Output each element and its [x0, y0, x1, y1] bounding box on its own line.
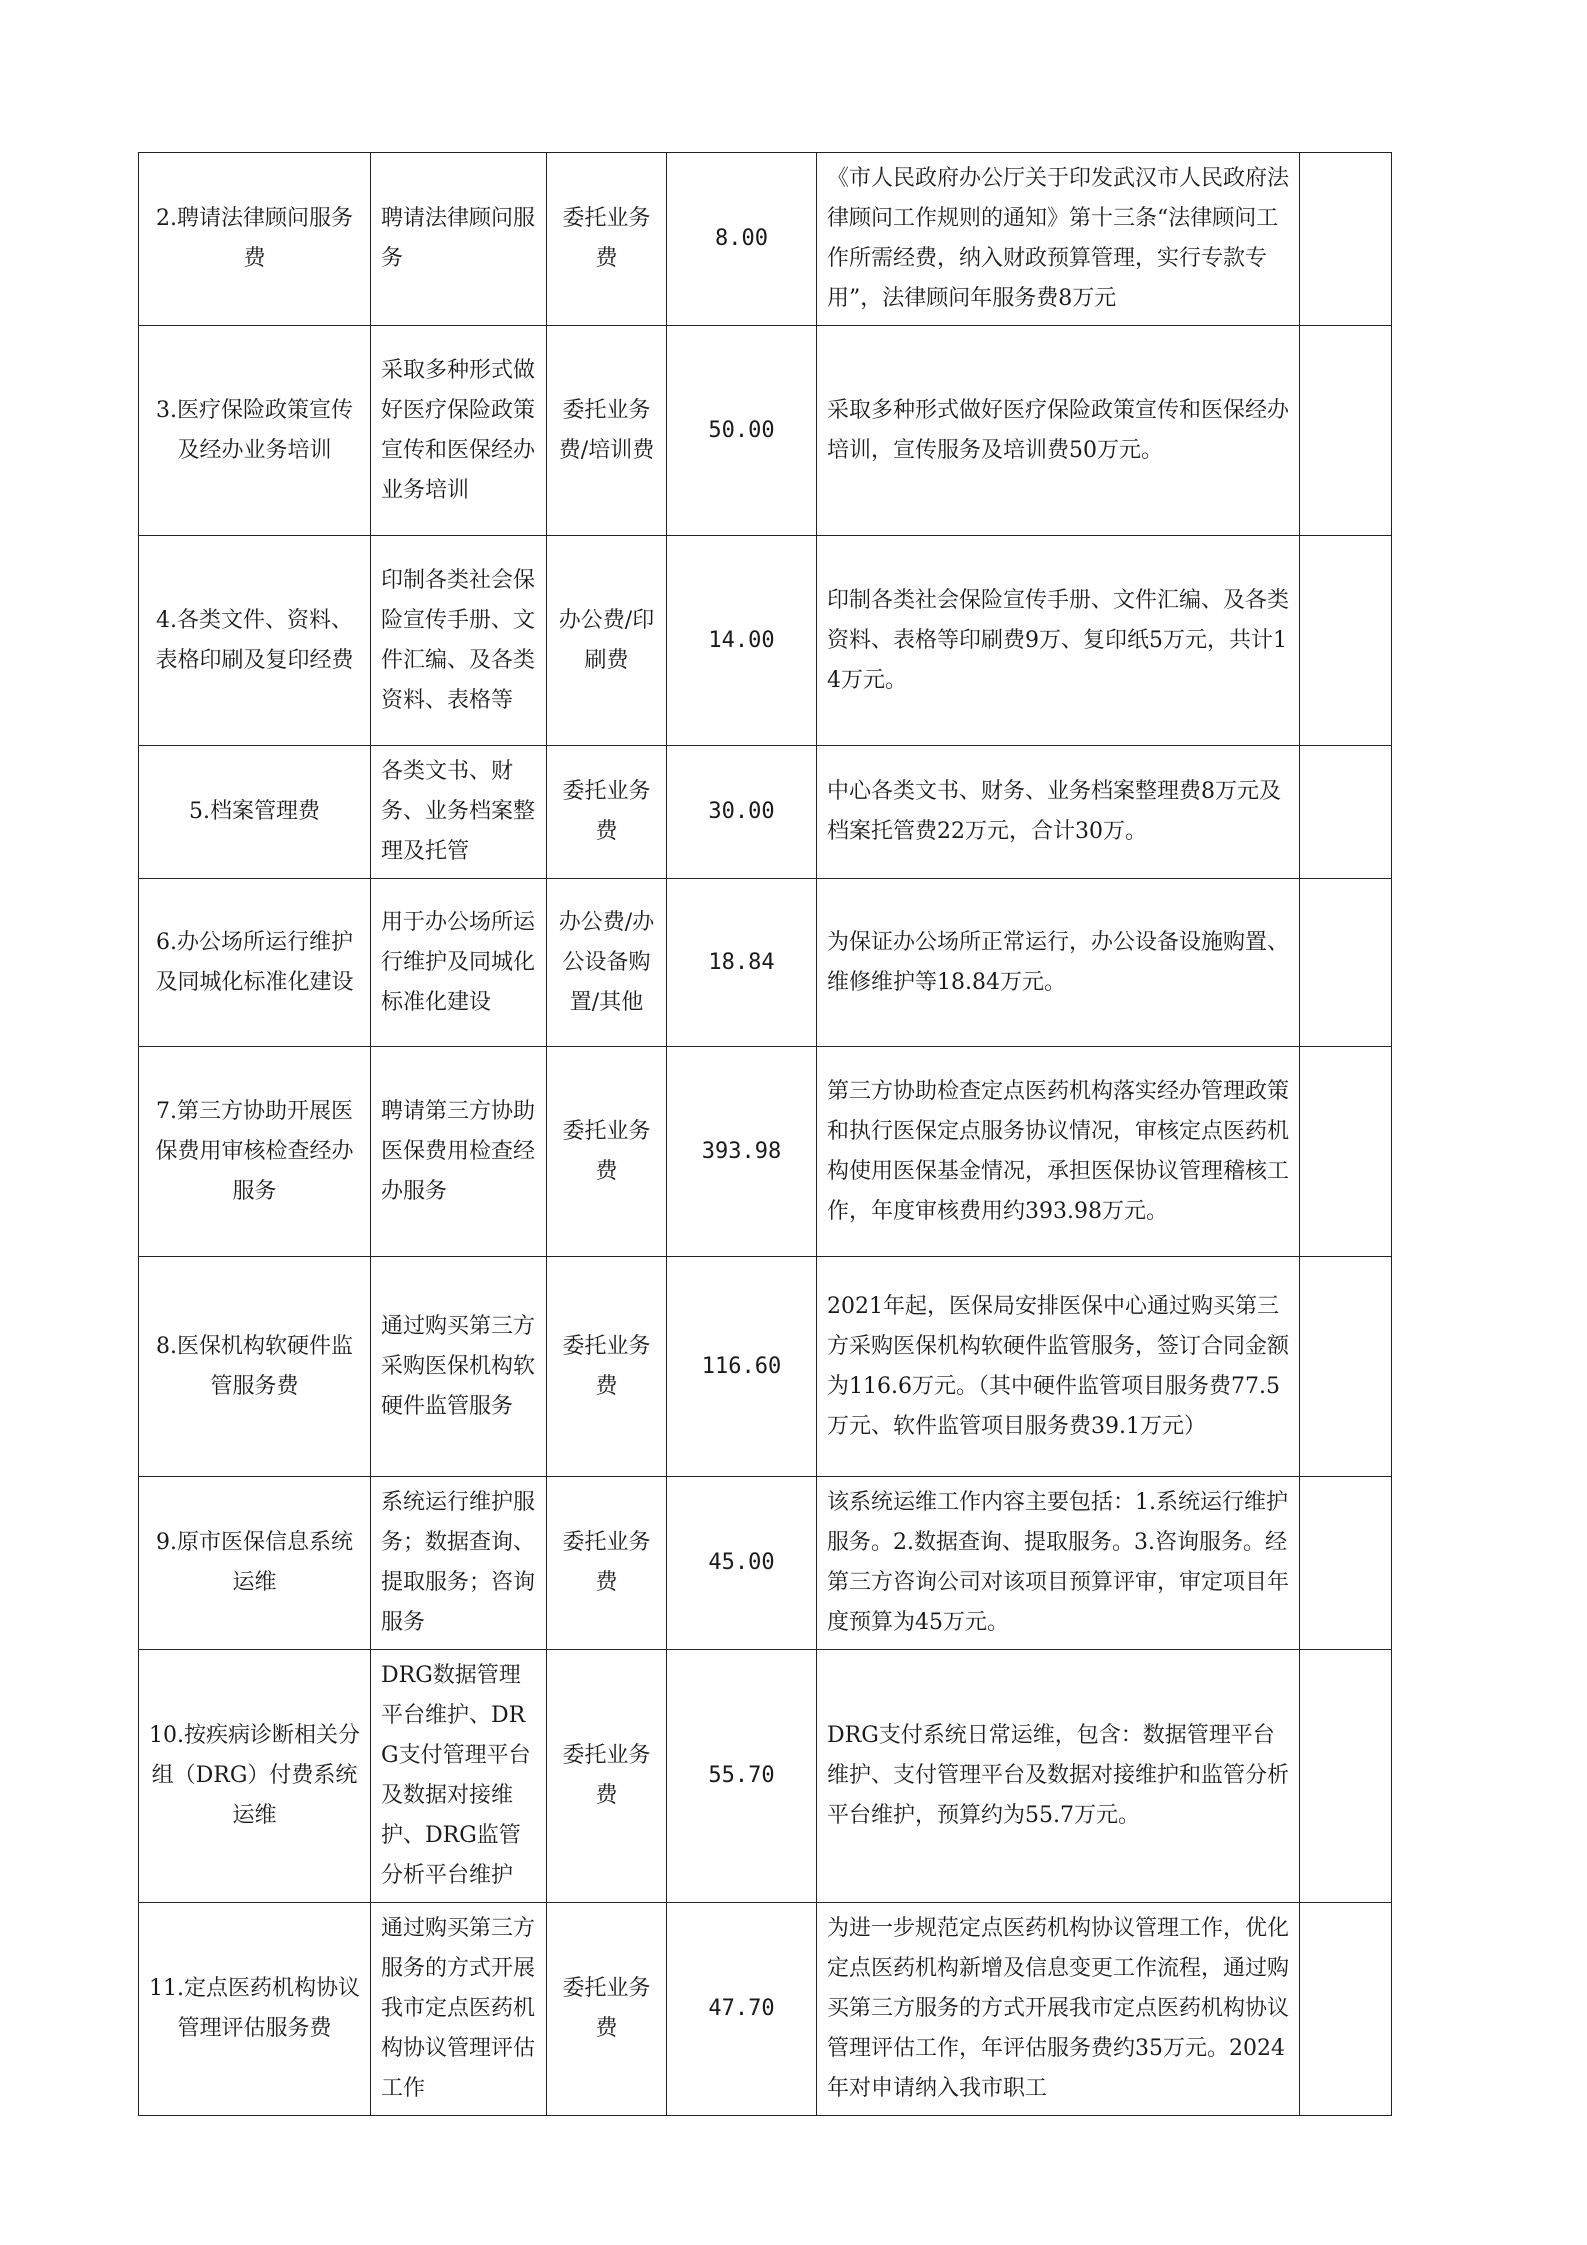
table-row: [139, 153, 1392, 326]
amount-cell: 55.70: [667, 1650, 817, 1903]
content-cell: DRG数据管理平台维护、DRG支付管理平台及数据对接维护、DRG监管分析平台维护: [371, 1650, 547, 1903]
note-cell: [1300, 153, 1392, 326]
basis-cell: 为保证办公场所正常运行，办公设备设施购置、维修维护等18.84万元。: [817, 879, 1300, 1047]
table-row: [139, 1650, 1392, 1903]
expense-type-cell: 委托业务费: [547, 153, 667, 326]
note-cell: [1300, 326, 1392, 536]
table-row: [139, 326, 1392, 536]
content-cell: 通过购买第三方采购医保机构软硬件监管服务: [371, 1257, 547, 1477]
amount-cell: 8.00: [667, 153, 817, 326]
content-cell: 用于办公场所运行维护及同城化标准化建设: [371, 879, 547, 1047]
amount-cell: 30.00: [667, 746, 817, 879]
content-cell: 系统运行维护服务；数据查询、提取服务；咨询服务: [371, 1477, 547, 1650]
amount-cell: 116.60: [667, 1257, 817, 1477]
amount-cell: 45.00: [667, 1477, 817, 1650]
note-cell: [1300, 536, 1392, 746]
content-cell: 通过购买第三方服务的方式开展我市定点医药机构协议管理评估工作: [371, 1903, 547, 2116]
table-row: [139, 1047, 1392, 1257]
content-cell: 聘请法律顾问服务: [371, 153, 547, 326]
content-cell: 各类文书、财务、业务档案整理及托管: [371, 746, 547, 879]
expense-type-cell: 委托业务费: [547, 1477, 667, 1650]
item-name-cell: 8.医保机构软硬件监管服务费: [139, 1257, 371, 1477]
note-cell: [1300, 746, 1392, 879]
note-cell: [1300, 1477, 1392, 1650]
table-body: [139, 153, 1392, 2116]
basis-cell: 中心各类文书、财务、业务档案整理费8万元及档案托管费22万元，合计30万。: [817, 746, 1300, 879]
amount-cell: 18.84: [667, 879, 817, 1047]
table-row: [139, 536, 1392, 746]
item-name-cell: 7.第三方协助开展医保费用审核检查经办服务: [139, 1047, 371, 1257]
item-name-cell: 2.聘请法律顾问服务费: [139, 153, 371, 326]
expense-type-cell: 委托业务费: [547, 1257, 667, 1477]
expense-type-cell: 委托业务费: [547, 746, 667, 879]
table-row: [139, 879, 1392, 1047]
basis-cell: 该系统运维工作内容主要包括：1.系统运行维护服务。2.数据查询、提取服务。3.咨询服务。经第三方咨询公司对该项目预算评审，审定项目年度预算为45万元。: [817, 1477, 1300, 1650]
expense-type-cell: 委托业务费/培训费: [547, 326, 667, 536]
item-name-cell: 11.定点医药机构协议管理评估服务费: [139, 1903, 371, 2116]
basis-cell: 采取多种形式做好医疗保险政策宣传和医保经办培训，宣传服务及培训费50万元。: [817, 326, 1300, 536]
item-name-cell: 3.医疗保险政策宣传及经办业务培训: [139, 326, 371, 536]
item-name-cell: 10.按疾病诊断相关分组（DRG）付费系统运维: [139, 1650, 371, 1903]
amount-cell: 47.70: [667, 1903, 817, 2116]
note-cell: [1300, 1903, 1392, 2116]
item-name-cell: 5.档案管理费: [139, 746, 371, 879]
content-cell: 印制各类社会保险宣传手册、文件汇编、及各类资料、表格等: [371, 536, 547, 746]
content-cell: 采取多种形式做好医疗保险政策宣传和医保经办业务培训: [371, 326, 547, 536]
expense-type-cell: 办公费/办公设备购置/其他: [547, 879, 667, 1047]
amount-cell: 14.00: [667, 536, 817, 746]
table-row: [139, 1903, 1392, 2116]
content-cell: 聘请第三方协助医保费用检查经办服务: [371, 1047, 547, 1257]
note-cell: [1300, 1650, 1392, 1903]
note-cell: [1300, 1257, 1392, 1477]
basis-cell: 印制各类社会保险宣传手册、文件汇编、及各类资料、表格等印刷费9万、复印纸5万元，共计14万元。: [817, 536, 1300, 746]
item-name-cell: 6.办公场所运行维护及同城化标准化建设: [139, 879, 371, 1047]
expense-type-cell: 办公费/印刷费: [547, 536, 667, 746]
amount-cell: 393.98: [667, 1047, 817, 1257]
item-name-cell: 4.各类文件、资料、表格印刷及复印经费: [139, 536, 371, 746]
note-cell: [1300, 1047, 1392, 1257]
table-row: [139, 1257, 1392, 1477]
basis-cell: DRG支付系统日常运维，包含：数据管理平台维护、支付管理平台及数据对接维护和监管分析平台维护，预算约为55.7万元。: [817, 1650, 1300, 1903]
expense-type-cell: 委托业务费: [547, 1903, 667, 2116]
amount-cell: 50.00: [667, 326, 817, 536]
basis-cell: 为进一步规范定点医药机构协议管理工作，优化定点医药机构新增及信息变更工作流程，通过购买第三方服务的方式开展我市定点医药机构协议管理评估工作，年评估服务费约35万元。2024年对申请纳入我市职工: [817, 1903, 1300, 2116]
item-name-cell: 9.原市医保信息系统运维: [139, 1477, 371, 1650]
table-row: [139, 746, 1392, 879]
basis-cell: 《市人民政府办公厅关于印发武汉市人民政府法律顾问工作规则的通知》第十三条“法律顾问工作所需经费，纳入财政预算管理，实行专款专用”，法律顾问年服务费8万元: [817, 153, 1300, 326]
table-row: [139, 1477, 1392, 1650]
expense-type-cell: 委托业务费: [547, 1047, 667, 1257]
expense-type-cell: 委托业务费: [547, 1650, 667, 1903]
basis-cell: 2021年起，医保局安排医保中心通过购买第三方采购医保机构软硬件监管服务，签订合同金额为116.6万元。（其中硬件监管项目服务费77.5万元、软件监管项目服务费39.1万元）: [817, 1257, 1300, 1477]
note-cell: [1300, 879, 1392, 1047]
basis-cell: 第三方协助检查定点医药机构落实经办管理政策和执行医保定点服务协议情况，审核定点医药机构使用医保基金情况，承担医保协议管理稽核工作，年度审核费用约393.98万元。: [817, 1047, 1300, 1257]
budget-table: [138, 152, 1392, 2116]
